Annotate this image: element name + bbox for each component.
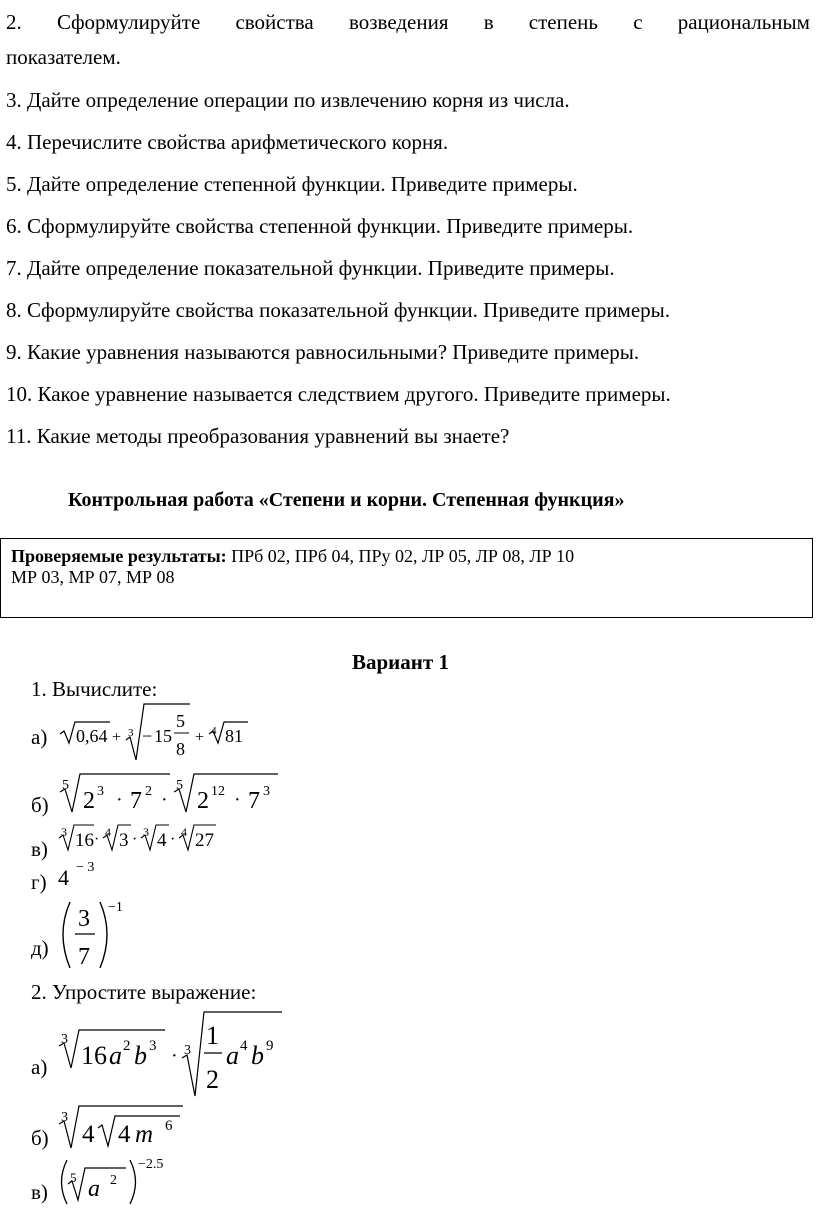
question-7: 7. Дайте определение показательной функции. Приведите примеры. xyxy=(6,256,615,280)
right-paren xyxy=(130,1160,136,1204)
exponent: 3 xyxy=(149,1038,157,1054)
radicand: 27 xyxy=(195,830,214,851)
root-index: 5 xyxy=(70,1170,77,1185)
q2-word: рациональным xyxy=(677,10,810,34)
question-2-line1 xyxy=(6,9,810,35)
fraction-numerator: 3 xyxy=(78,906,90,932)
exponent: 2 xyxy=(145,784,152,799)
root-index: 5 xyxy=(176,778,183,793)
dot: · xyxy=(132,831,138,848)
results-codes-1: ПРб 02, ПРб 04, ПРу 02, ЛР 05, ЛР 08, ЛР 10 xyxy=(226,546,575,566)
results-line2: МР 03, МР 07, МР 08 xyxy=(11,567,175,587)
results-line1 xyxy=(11,546,804,567)
minus-sign: − xyxy=(142,726,153,746)
exponent: 3 xyxy=(97,784,104,799)
root-index: 3 xyxy=(184,1043,191,1058)
task1-label-d: г) xyxy=(31,870,47,894)
coefficient: 16 xyxy=(81,1041,107,1070)
right-paren xyxy=(100,902,107,968)
dot: · xyxy=(116,789,123,811)
task1-b-formula xyxy=(58,768,288,818)
q2-word: 2. xyxy=(6,10,22,34)
variable: a xyxy=(226,1041,239,1070)
base: 7 xyxy=(130,788,142,814)
question-5: 5. Дайте определение степенной функции. Приведите примеры. xyxy=(6,172,578,196)
variable: b xyxy=(251,1041,264,1070)
left-paren xyxy=(63,902,70,968)
exponent: −1 xyxy=(108,900,123,915)
dot: · xyxy=(171,1045,178,1067)
question-8: 8. Сформулируйте свойства показательной функции. Приведите примеры. xyxy=(6,298,671,322)
task1-d-formula xyxy=(58,856,108,890)
q2-word: степень xyxy=(528,10,598,34)
task1-label-a: а) xyxy=(31,725,48,749)
variable: m xyxy=(135,1121,154,1148)
question-6: 6. Сформулируйте свойства степенной функции. Приведите примеры. xyxy=(6,214,634,238)
task1-a-formula xyxy=(58,700,258,764)
left-paren xyxy=(62,1160,68,1204)
test-title: Контрольная работа «Степени и корни. Степенная функция» xyxy=(68,489,625,511)
exponent: 12 xyxy=(211,784,225,799)
root-index: 3 xyxy=(61,825,67,839)
base: 2 xyxy=(197,788,209,814)
task2-title: 2. Упростите выражение: xyxy=(31,980,257,1004)
task1-label-c: в) xyxy=(31,837,48,861)
exponent: 3 xyxy=(263,784,270,799)
variable: b xyxy=(134,1041,147,1070)
question-3: 3. Дайте определение операции по извлечению корня из числа. xyxy=(6,88,570,112)
q2-word: свойства xyxy=(235,10,314,34)
q2-word: в xyxy=(483,10,494,34)
dot: · xyxy=(234,789,241,811)
root-index: 3 xyxy=(61,1110,68,1125)
results-label: Проверяемые результаты: xyxy=(11,546,227,566)
root-index: 5 xyxy=(62,778,69,793)
exponent: −2.5 xyxy=(138,1157,164,1172)
task2-label-a: а) xyxy=(31,1055,48,1079)
task1-title: 1. Вычислите: xyxy=(31,677,158,701)
variable: a xyxy=(109,1041,122,1070)
fraction-denominator: 7 xyxy=(78,944,90,970)
question-9: 9. Какие уравнения называются равносильными? Приведите примеры. xyxy=(6,340,640,364)
question-10: 10. Какое уравнение называется следствием другого. Приведите примеры. xyxy=(6,382,671,406)
task1-label-b: б) xyxy=(31,793,49,817)
fraction-numerator: 1 xyxy=(206,1021,219,1050)
root-index: 3 xyxy=(61,1032,68,1047)
variant-title: Вариант 1 xyxy=(352,650,449,674)
task2-c-formula xyxy=(58,1156,178,1208)
root-index: 4 xyxy=(211,725,217,737)
plus-sign: + xyxy=(195,729,205,746)
fraction-denominator: 8 xyxy=(176,739,185,759)
results-box xyxy=(0,538,813,618)
radical-sign xyxy=(60,774,170,812)
task2-label-b: б) xyxy=(31,1126,49,1150)
fraction-denominator: 2 xyxy=(206,1065,219,1094)
exponent: − 3 xyxy=(76,860,95,875)
radicand: 0,64 xyxy=(76,726,108,746)
dot: · xyxy=(94,831,100,848)
task1-e-formula xyxy=(58,896,138,974)
exponent: 2 xyxy=(110,1173,117,1188)
base: 4 xyxy=(58,865,69,890)
task1-label-e: д) xyxy=(31,936,49,960)
q2-word: Сформулируйте xyxy=(56,10,201,34)
task2-label-c: в) xyxy=(31,1180,48,1204)
exponent: 6 xyxy=(165,1118,173,1134)
task2-a-formula xyxy=(58,1010,298,1100)
question-11: 11. Какие методы преобразования уравнений вы знаете? xyxy=(6,424,510,448)
root-index: 4 xyxy=(181,825,187,839)
q2-word: возведения xyxy=(348,10,449,34)
root-index: 4 xyxy=(105,825,111,839)
radicand: 3 xyxy=(119,830,129,851)
exponent: 4 xyxy=(240,1038,248,1054)
coefficient: 4 xyxy=(118,1121,131,1148)
root-index: 3 xyxy=(143,825,149,839)
question-4: 4. Перечислите свойства арифметического корня. xyxy=(6,130,449,154)
mixed-whole: 15 xyxy=(154,726,172,746)
base: 7 xyxy=(248,788,260,814)
dot: · xyxy=(170,831,176,848)
task1-c-formula xyxy=(58,822,228,856)
q2-word: с xyxy=(633,10,643,34)
plus-sign: + xyxy=(112,729,122,746)
radicand: 16 xyxy=(75,830,94,851)
fraction-numerator: 5 xyxy=(176,711,185,731)
exponent: 9 xyxy=(266,1038,274,1054)
base: 2 xyxy=(83,788,95,814)
task2-b-formula xyxy=(58,1102,198,1152)
question-2-line2: показателем. xyxy=(6,45,121,69)
exponent: 2 xyxy=(123,1038,131,1054)
radicand: 81 xyxy=(225,726,243,746)
root-index: 3 xyxy=(128,727,134,739)
radicand: 4 xyxy=(157,830,167,851)
coefficient: 4 xyxy=(82,1121,95,1148)
variable: a xyxy=(88,1176,100,1202)
dot: · xyxy=(161,789,168,811)
